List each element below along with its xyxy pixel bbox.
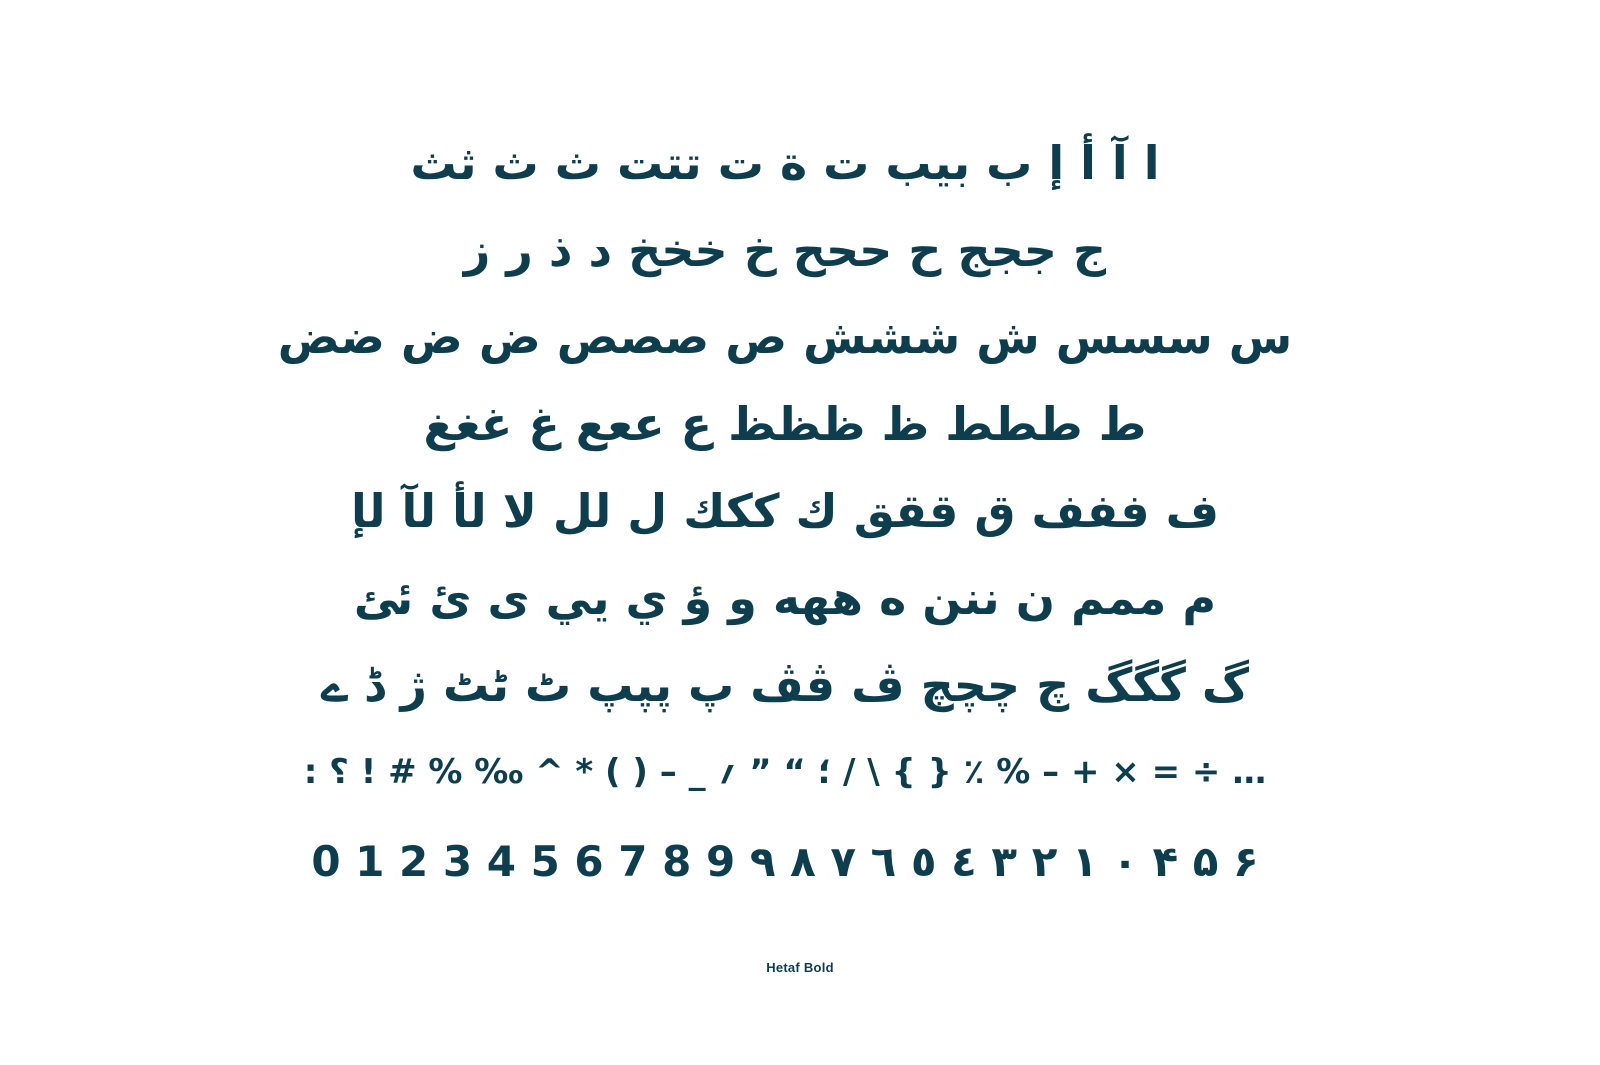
glyph-row-numerals: 0 1 2 3 4 5 6 7 8 9 ٠ ١ ٢ ٣ ٤ ٥ ٦ ٧ ٨ ٩ ۴ ۵ ۶ (311, 837, 1259, 886)
glyph-grid (230, 120, 1340, 908)
glyph-row-feh-lam-alef: ف ففف ق ققق ك ككك ل لل لا لأ لآ لإ (350, 484, 1220, 538)
specimen-caption: Hetaf Bold (766, 960, 834, 975)
glyph-row-extended: گ گگگ چ چچچ ڤ ڤڤ پ پپپ ٹ ٹٹ ژ ڈ ے (321, 658, 1249, 712)
glyph-row-meem-hamza: م ممم ن ننن ه ههه و ؤ ي يي ى ئ ئئ (353, 571, 1217, 625)
glyph-row-alef-tha: ا آ أ إ ب بيب ت ة ت تتت ث ث ثث (410, 136, 1160, 190)
glyph-row-tah-ghain: ط ططط ظ ظظظ ع ععع غ غغغ (423, 397, 1147, 451)
glyph-row-seen-dad: س سسس ش ششش ص صصص ض ض ضض (277, 310, 1293, 364)
glyph-row-symbols: : ؛ “ ” ؍ _ – ( ) * ^ ‰ % # ! ؟ / \ { } ٪ % – + × = ÷ … (303, 752, 1267, 792)
glyph-row-jeem-zay: ج ججج ح ححح خ خخخ د ذ ر ز (463, 223, 1107, 277)
